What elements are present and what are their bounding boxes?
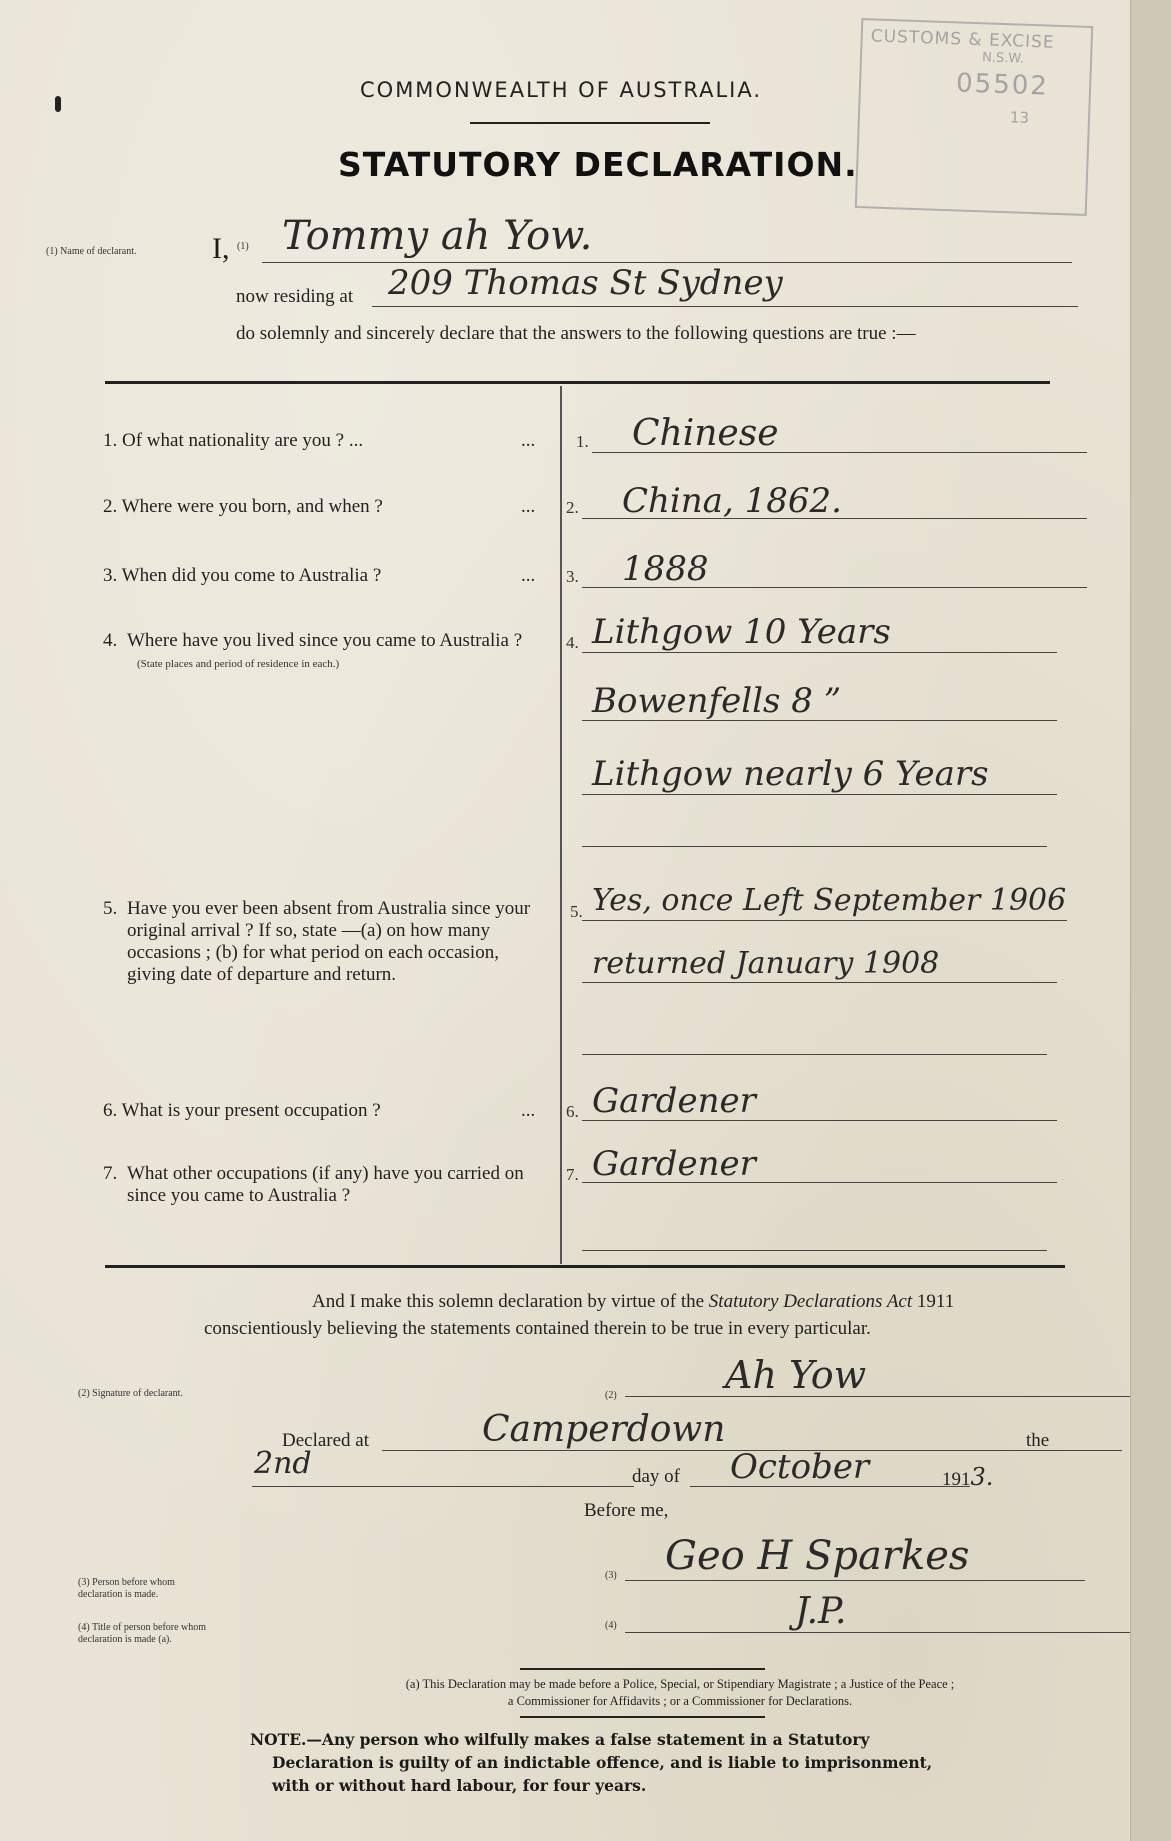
act-name: Statutory Declarations Act — [708, 1291, 913, 1312]
answer-4-line3: Lithgow nearly 6 Years — [582, 752, 1057, 795]
declared-at-label: Declared at — [282, 1430, 370, 1451]
year-suffix: 3. — [970, 1463, 994, 1491]
header-rule — [470, 122, 710, 124]
question-4-note: (State places and period of residence in each.) — [137, 658, 340, 670]
footnote — [300, 1676, 1060, 1710]
the-label: the — [1026, 1430, 1050, 1451]
answer-7-number: 7. — [566, 1165, 579, 1184]
section-rule-bottom — [105, 1265, 1065, 1268]
customs-stamp — [855, 18, 1093, 216]
answer-4-line4 — [582, 846, 1047, 847]
question-2 — [103, 496, 543, 518]
question-6 — [103, 1100, 543, 1122]
question-5 — [103, 898, 548, 986]
question-3-dots: ... — [521, 565, 536, 586]
stamp-code: 13 — [1009, 108, 1030, 127]
commonwealth-heading: COMMONWEALTH OF AUSTRALIA. — [360, 78, 763, 102]
note-line3: with or without hard labour, for four years. — [272, 1776, 647, 1795]
question-2-number: 2. — [103, 496, 118, 517]
declaration-statement: do solemnly and sincerely declare that the answers to the following questions are true :— — [236, 323, 916, 344]
question-4-text: Where have you lived since you came to Australia ? — [127, 630, 523, 651]
declarant-marker: (1) — [237, 241, 249, 252]
page-edge — [1130, 0, 1171, 1841]
before-me-label: Before me, — [584, 1500, 669, 1521]
year-label — [942, 1463, 994, 1491]
column-divider — [560, 386, 562, 1264]
legal-note — [250, 1728, 1070, 1797]
question-7-text: What other occupations (if any) have you carried on since you came to Australia ? — [127, 1163, 524, 1206]
title-of-person-label: (4) Title of person before whom declaration is made (a). — [78, 1622, 207, 1645]
question-4 — [103, 630, 548, 670]
question-1-dots: ... — [521, 430, 536, 451]
declared-month: October — [690, 1446, 970, 1487]
signature-marker: (2) — [605, 1390, 617, 1401]
answer-3: 1888 — [582, 549, 1087, 588]
question-7-number: 7. — [103, 1163, 118, 1184]
question-1 — [103, 430, 543, 452]
note-line1: NOTE.—Any person who wilfully makes a false statement in a Statutory — [250, 1730, 870, 1749]
answer-4-number: 4. — [566, 633, 579, 652]
stamp-line1: CUSTOMS & EXCISE — [870, 26, 1055, 53]
declared-day: 2nd — [252, 1444, 634, 1487]
question-4-number: 4. — [103, 630, 118, 651]
footnote-line1: (a) This Declaration may be made before a Police, Special, or Stipendiary Magistrate ; a Justice of the Peace ; — [405, 1677, 955, 1691]
answer-5-line2: returned January 1908 — [582, 944, 1057, 983]
question-1-number: 1. — [103, 430, 118, 451]
question-6-text: What is your present occupation ? — [121, 1100, 381, 1121]
declarant-address: 209 Thomas St Sydney — [372, 262, 1078, 307]
note-rule — [520, 1716, 765, 1718]
witness-title: J.P. — [625, 1590, 1171, 1633]
declarant-name: Tommy ah Yow. — [262, 212, 1072, 263]
answer-5-number: 5. — [570, 902, 583, 921]
answer-6: Gardener — [582, 1080, 1057, 1121]
stamp-line2: N.S.W. — [981, 50, 1025, 67]
question-1-text: Of what nationality are you ? ... — [122, 430, 364, 451]
question-3-text: When did you come to Australia ? — [121, 565, 382, 586]
answer-4-line1: Lithgow 10 Years — [582, 610, 1057, 653]
residing-label: now residing at — [236, 286, 354, 307]
question-6-dots: ... — [521, 1100, 536, 1121]
question-6-number: 6. — [103, 1100, 118, 1121]
footnote-rule — [520, 1668, 765, 1670]
answer-6-number: 6. — [566, 1102, 579, 1121]
answer-7: Gardener — [582, 1144, 1057, 1183]
signature-label: (2) Signature of declarant. — [78, 1388, 183, 1399]
question-2-text: Where were you born, and when ? — [121, 496, 383, 517]
declarant-signature: Ah Yow — [625, 1352, 1145, 1397]
answer-1-number: 1. — [576, 432, 589, 451]
name-of-declarant-label: (1) Name of declarant. — [46, 246, 137, 257]
answer-2-number: 2. — [566, 498, 579, 517]
answer-7-line2 — [582, 1250, 1047, 1251]
note-line2: Declaration is guilty of an indictable offence, and is liable to imprisonment, — [272, 1753, 933, 1772]
answer-5-line1: Yes, once Left September 1906 — [582, 880, 1067, 921]
declarant-intro: I, — [212, 232, 230, 265]
answer-4-line2: Bowenfells 8 ” — [582, 680, 1057, 721]
footnote-line2: a Commissioner for Affidavits ; or a Commissioner for Declarations. — [507, 1694, 853, 1708]
year-prefix: 191 — [942, 1469, 971, 1490]
answer-2: China, 1862. — [582, 482, 1087, 519]
declared-place: Camperdown — [382, 1408, 1122, 1451]
answer-1: Chinese — [592, 414, 1087, 453]
day-of-label: day of — [632, 1466, 681, 1487]
question-3 — [103, 565, 543, 587]
punch-hole-mark — [55, 96, 61, 112]
closing-text-b: 1911 conscientiously believing the statements contained therein to be true in every particular. — [204, 1291, 955, 1339]
person-before-label: (3) Person before whom declaration is made. — [78, 1577, 175, 1600]
answer-5-line3 — [582, 1054, 1047, 1055]
question-5-number: 5. — [103, 898, 118, 919]
question-7 — [103, 1163, 548, 1207]
question-5-text: Have you ever been absent from Australia since your original arrival ? If so, state —(a) on how many occasions ; (b) for what period on each occasion, giving date of departure and return. — [127, 898, 531, 985]
closing-text-a: And I make this solemn declaration by virtue of the — [312, 1291, 709, 1312]
stamp-number: 05502 — [955, 68, 1050, 102]
closing-statement — [204, 1288, 1064, 1342]
answer-3-number: 3. — [566, 567, 579, 586]
form-title: STATUTORY DECLARATION. — [338, 145, 858, 184]
witness-signature: Geo H Sparkes — [625, 1530, 1085, 1581]
question-3-number: 3. — [103, 565, 118, 586]
title-marker: (4) — [605, 1620, 617, 1631]
question-2-dots: ... — [521, 496, 536, 517]
section-rule-top — [105, 381, 1050, 384]
person-marker: (3) — [605, 1570, 617, 1581]
